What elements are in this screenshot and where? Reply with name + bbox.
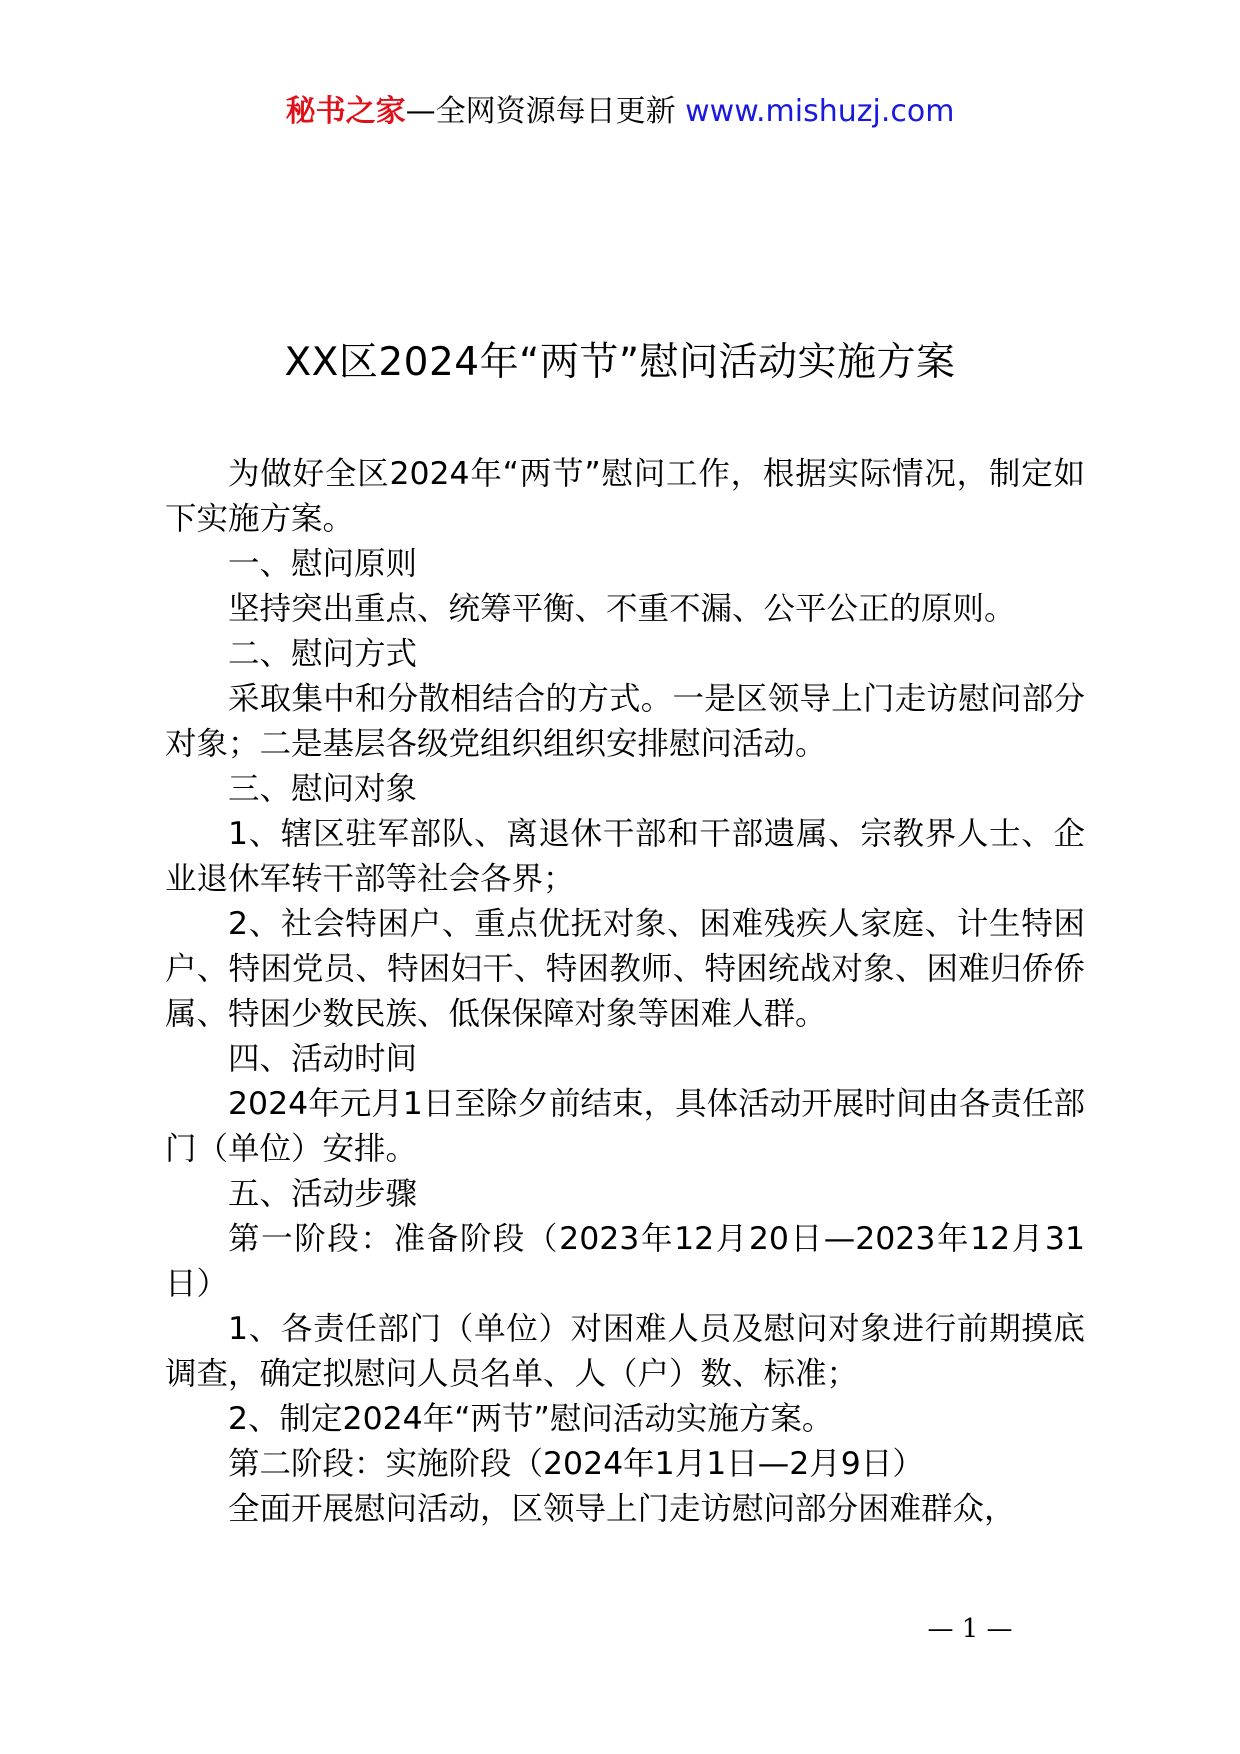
paragraph-targets-2: 2、社会特困户、重点优抚对象、困难残疾人家庭、计生特困户、特困党员、特困妇干、特困教师、特困统战对象、困难归侨侨属、特困少数民族、低保保障对象等困难人群。 <box>165 906 1085 1032</box>
section-heading-principles: 一、慰问原则 <box>228 546 418 582</box>
paragraph-stage-1-item-1: 1、各责任部门（单位）对困难人员及慰问对象进行前期摸底调查，确定拟慰问人员名单、人（户）数、标准； <box>165 1311 1085 1392</box>
site-slogan: —全网资源每日更新 <box>405 94 686 129</box>
site-brand: 秘书之家 <box>285 94 406 129</box>
site-url-link[interactable]: www.mishuzj.com <box>685 94 955 129</box>
document-body <box>165 452 1085 1532</box>
intro-paragraph: 为做好全区2024年“两节”慰问工作，根据实际情况，制定如下实施方案。 <box>165 456 1085 537</box>
document-title: XX区2024年“两节”慰问活动实施方案 <box>284 340 956 385</box>
section-heading-targets: 三、慰问对象 <box>228 771 418 807</box>
paragraph-targets-1: 1、辖区驻军部队、离退休干部和干部遗属、宗教界人士、企业退休军转干部等社会各界； <box>165 816 1085 897</box>
section-heading-time: 四、活动时间 <box>228 1041 418 1077</box>
section-heading-steps: 五、活动步骤 <box>228 1176 418 1212</box>
paragraph-time: 2024年元月1日至除夕前结束，具体活动开展时间由各责任部门（单位）安排。 <box>165 1086 1085 1167</box>
site-header <box>0 92 1240 132</box>
section-heading-methods: 二、慰问方式 <box>228 636 418 672</box>
paragraph-stage-2: 第二阶段：实施阶段（2024年1月1日—2月9日） <box>228 1446 924 1482</box>
paragraph-stage-1-item-2: 2、制定2024年“两节”慰问活动实施方案。 <box>228 1401 834 1437</box>
paragraph-principles: 坚持突出重点、统筹平衡、不重不漏、公平公正的原则。 <box>228 591 1016 627</box>
paragraph-methods: 采取集中和分散相结合的方式。一是区领导上门走访慰问部分对象；二是基层各级党组织组织安排慰问活动。 <box>165 681 1085 762</box>
paragraph-stage-2-detail: 全面开展慰问活动，区领导上门走访慰问部分困难群众， <box>228 1491 1016 1527</box>
page-number: — 1 — <box>927 1614 1013 1644</box>
paragraph-stage-1: 第一阶段：准备阶段（2023年12月20日—2023年12月31日） <box>165 1221 1085 1302</box>
